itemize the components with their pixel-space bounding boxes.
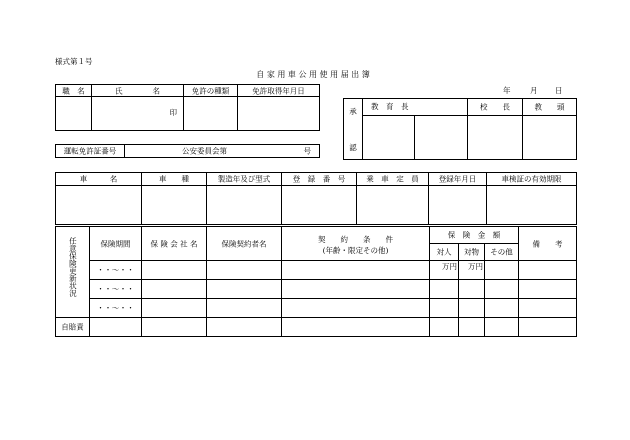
conditions-cell[interactable] <box>282 261 430 280</box>
header-car-type: 車 種 <box>142 173 207 186</box>
date-year: 年 <box>503 86 511 95</box>
compulsory-label: 自賠責 <box>61 322 84 332</box>
header-license-date: 免許取得年月日 <box>238 85 320 97</box>
license-suffix: 号 <box>303 146 311 156</box>
approval-label-2: 認 <box>349 143 357 152</box>
table-row <box>56 261 577 280</box>
stamp-vice-principal[interactable] <box>523 116 577 160</box>
license-number-field[interactable] <box>125 145 320 158</box>
header-holder: 保険契約者名 <box>207 227 282 261</box>
header-conditions: 契 約 条 件 (年齢・限定その他) <box>282 227 430 261</box>
header-model-year: 製造年及び型式 <box>207 173 282 186</box>
table-row <box>56 318 577 337</box>
header-principal: 校 長 <box>468 99 523 116</box>
remarks-cell[interactable] <box>519 299 577 318</box>
header-amount-other: その他 <box>485 244 519 261</box>
header-amount-property: 対物 <box>459 244 485 261</box>
cell-license-date[interactable] <box>238 97 320 131</box>
amount-person-cell[interactable] <box>430 261 459 280</box>
vehicle-table <box>55 172 577 225</box>
company-cell[interactable] <box>142 318 207 337</box>
cell-job-title[interactable] <box>56 97 92 131</box>
amount-person-cell[interactable] <box>430 299 459 318</box>
header-amount: 保 険 金 額 <box>430 227 519 244</box>
cell-license-type[interactable] <box>184 97 238 131</box>
holder-cell[interactable] <box>207 280 282 299</box>
insurance-side-label: 任意保険更新状況 <box>68 237 78 297</box>
cell-car-type[interactable] <box>142 186 207 225</box>
amount-other-cell[interactable] <box>485 261 519 280</box>
header-car-name: 車 名 <box>56 173 142 186</box>
header-name: 氏 名 <box>92 85 184 97</box>
license-issuer: 公安委員会第 <box>182 146 227 156</box>
header-vice-principal: 教 頭 <box>523 99 577 116</box>
amount-person-cell[interactable] <box>430 318 459 337</box>
company-cell[interactable] <box>142 280 207 299</box>
remarks-cell[interactable] <box>519 318 577 337</box>
cell-capacity[interactable] <box>357 186 429 225</box>
cell-name[interactable] <box>92 97 184 131</box>
conditions-cell[interactable] <box>282 299 430 318</box>
amount-person-cell[interactable] <box>430 280 459 299</box>
license-number-table <box>55 144 320 158</box>
form-number: 様式第１号 <box>55 57 93 66</box>
holder-cell[interactable] <box>207 261 282 280</box>
cell-inspection-expiry[interactable] <box>487 186 577 225</box>
remarks-cell[interactable] <box>519 280 577 299</box>
header-capacity: 乗 車 定 員 <box>357 173 429 186</box>
remarks-cell[interactable] <box>519 261 577 280</box>
header-reg-number: 登 録 番 号 <box>282 173 357 186</box>
date-day: 日 <box>555 86 563 95</box>
conditions-cell[interactable] <box>282 280 430 299</box>
conditions-cell[interactable] <box>282 318 430 337</box>
insurance-table <box>55 226 577 337</box>
header-remarks: 備 考 <box>519 227 577 261</box>
approval-label-1: 承 <box>349 107 357 116</box>
period-cell[interactable]: ・・〜・・ <box>90 261 142 280</box>
cell-reg-number[interactable] <box>282 186 357 225</box>
amount-property-cell[interactable] <box>459 299 485 318</box>
amount-other-cell[interactable] <box>485 318 519 337</box>
header-job-title: 職 名 <box>56 85 92 97</box>
amount-property-cell[interactable] <box>459 261 485 280</box>
stamp-superintendent-a[interactable] <box>363 116 415 160</box>
header-amount-person: 対人 <box>430 244 459 261</box>
amount-other-cell[interactable] <box>485 299 519 318</box>
period-cell[interactable]: ・・〜・・ <box>90 299 142 318</box>
seal-mark: 印 <box>169 108 177 117</box>
amount-property-cell[interactable] <box>459 318 485 337</box>
table-row <box>56 280 577 299</box>
table-row <box>56 299 577 318</box>
compulsory-label-cell <box>56 318 90 337</box>
holder-cell[interactable] <box>207 318 282 337</box>
date-month: 月 <box>530 86 538 95</box>
unit-label: 万円 <box>468 262 483 271</box>
cell-reg-date[interactable] <box>429 186 487 225</box>
cell-model-year[interactable] <box>207 186 282 225</box>
amount-property-cell[interactable] <box>459 280 485 299</box>
header-company: 保 険 会 社 名 <box>142 227 207 261</box>
license-number-label: 運転免許証番号 <box>56 145 125 158</box>
header-reg-date: 登録年月日 <box>429 173 487 186</box>
header-license-type: 免許の種類 <box>184 85 238 97</box>
approval-table <box>343 98 577 160</box>
license-table <box>55 84 320 131</box>
approval-side <box>344 99 363 160</box>
stamp-superintendent-b[interactable] <box>415 116 468 160</box>
header-period: 保険期間 <box>90 227 142 261</box>
stamp-principal[interactable] <box>468 116 523 160</box>
company-cell[interactable] <box>142 299 207 318</box>
insurance-side-label-cell <box>56 227 90 318</box>
cell-car-name[interactable] <box>56 186 142 225</box>
holder-cell[interactable] <box>207 299 282 318</box>
company-cell[interactable] <box>142 261 207 280</box>
period-cell[interactable]: ・・〜・・ <box>90 280 142 299</box>
period-cell[interactable] <box>90 318 142 337</box>
unit-label: 万円 <box>442 262 457 271</box>
header-superintendent: 教 育 長 <box>363 99 468 116</box>
form-title: 自 家 用 車 公 用 使 用 届 出 簿 <box>256 70 370 79</box>
header-inspection-expiry: 車検証の有効期限 <box>487 173 577 186</box>
amount-other-cell[interactable] <box>485 280 519 299</box>
